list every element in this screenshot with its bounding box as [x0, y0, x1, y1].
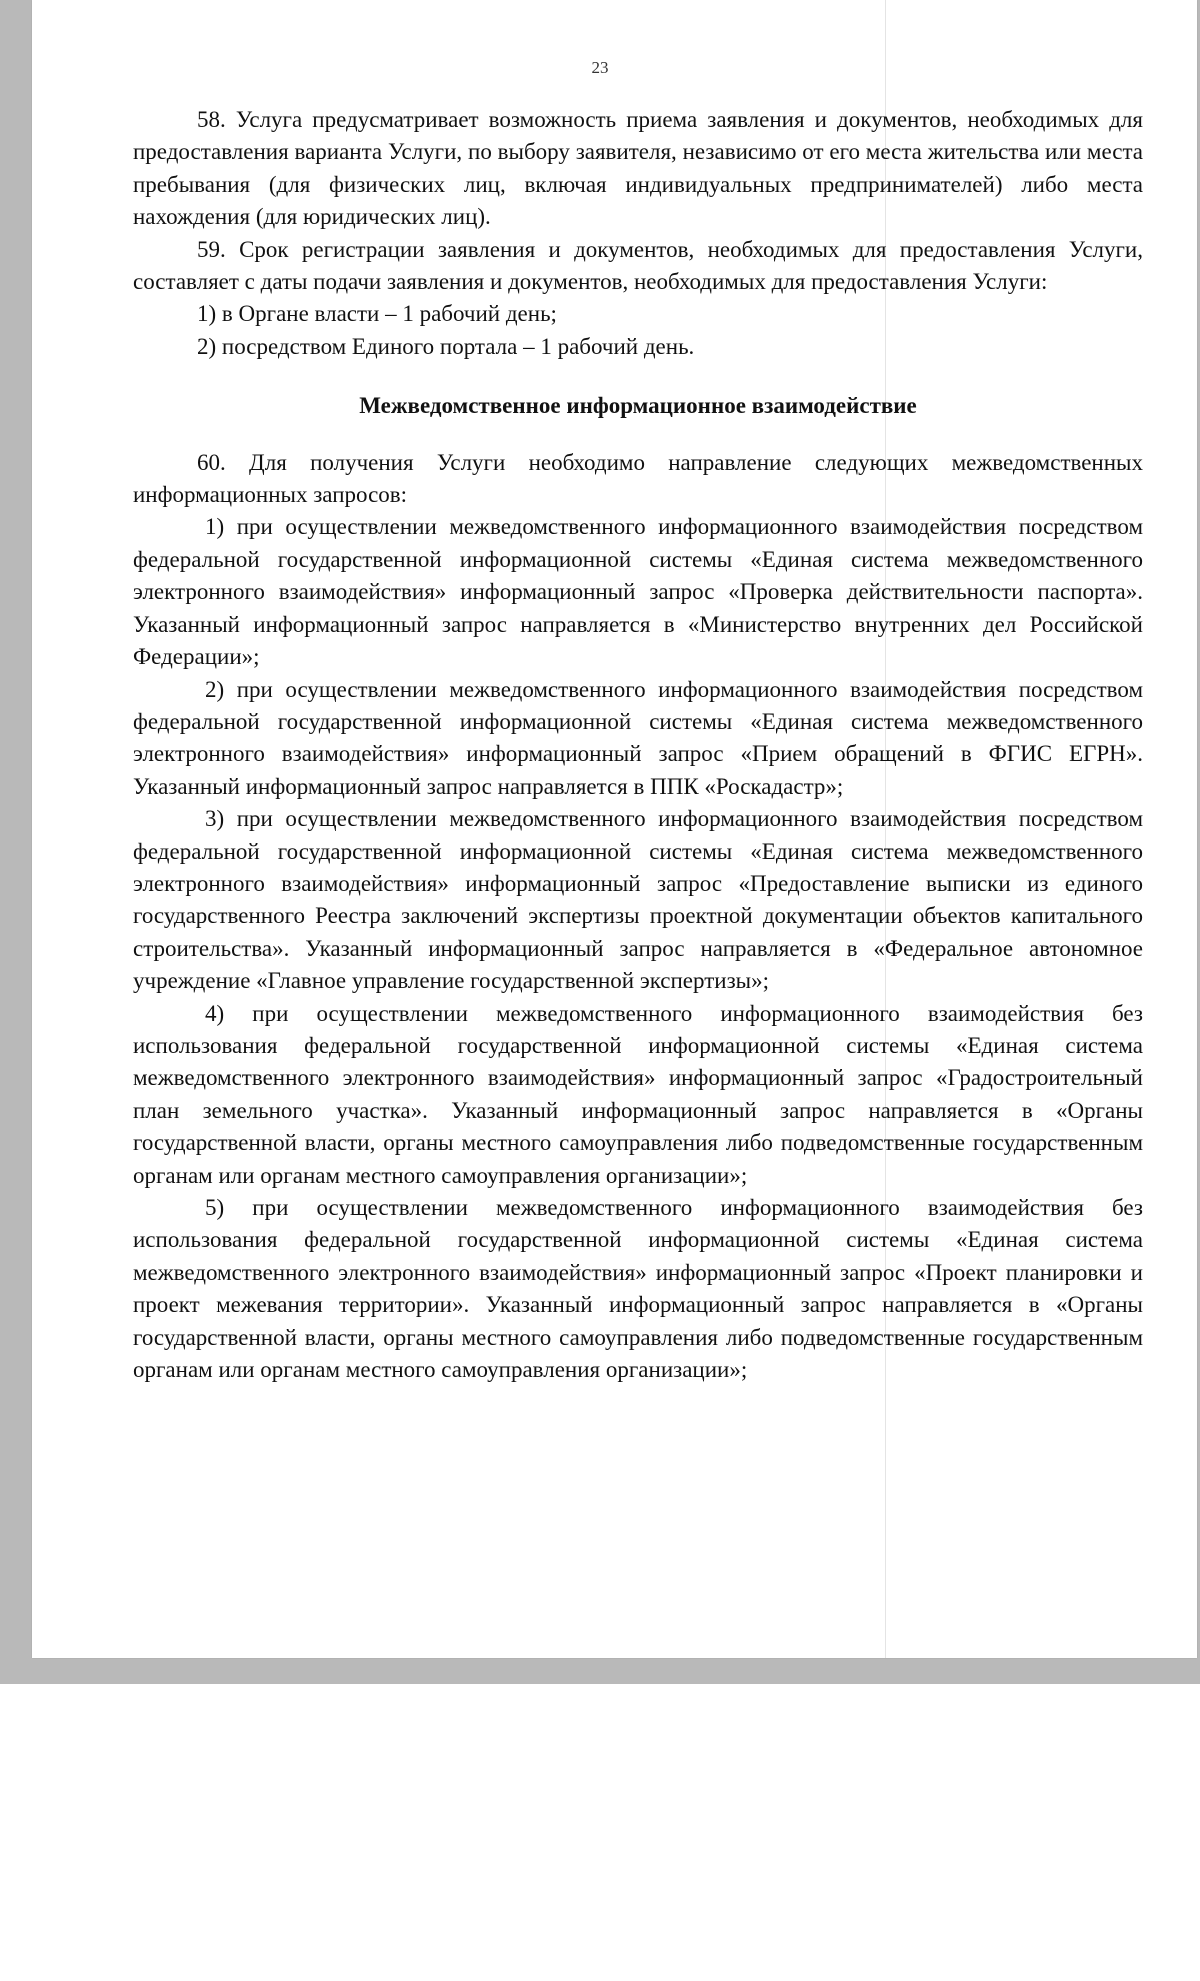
page-number: 23 — [591, 58, 609, 77]
paragraph-59-item-1: 1) в Органе власти – 1 рабочий день; — [197, 301, 557, 327]
section-heading: Межведомственное информационное взаимодействие — [359, 393, 917, 419]
paragraph-59-item-2: 2) посредством Единого портала – 1 рабочий день. — [197, 333, 695, 359]
document-body — [133, 104, 1143, 1386]
request-item-5: 5) при осуществлении межведомственного информационного взаимодействия без использования федеральной государственной информационной системы «Единая система межведомственного электронного взаимодействия» информационный запрос «Проект планировки и проект межевания территории». Указанный информационный запрос направляется в «Органы государственной власти, органы местного самоуправления либо подведомственные государственным органам или органам местного самоуправления организации»; — [133, 1195, 1143, 1383]
request-item-2: 2) при осуществлении межведомственного информационного взаимодействия посредством федеральной государственной информационной системы «Единая система межведомственного электронного взаимодействия» информационный запрос «Прием обращений в ФГИС ЕГРН». Указанный информационный запрос направляется в ППК «Роскадастр»; — [133, 676, 1143, 799]
request-item-4: 4) при осуществлении межведомственного информационного взаимодействия без использования федеральной государственной информационной системы «Единая система межведомственного электронного взаимодействия» информационный запрос «Градостроительный план земельного участка». Указанный информационный запрос направляется в «Органы государственной власти, органы местного самоуправления либо подведомственные государственным органам или органам местного самоуправления организации»; — [133, 1000, 1143, 1188]
request-item-1: 1) при осуществлении межведомственного информационного взаимодействия посредством федеральной государственной информационной системы «Единая система межведомственного электронного взаимодействия» информационный запрос «Проверка действительности паспорта». Указанный информационный запрос направляется в «Министерство внутренних дел Российской Федерации»; — [133, 514, 1143, 670]
paragraph-59: 59. Срок регистрации заявления и документов, необходимых для предоставления Услуги, составляет с даты подачи заявления и документов, необходимых для предоставления Услуги: — [133, 236, 1143, 295]
paragraph-60: 60. Для получения Услуги необходимо направление следующих межведомственных информационных запросов: — [133, 449, 1143, 508]
request-item-3: 3) при осуществлении межведомственного информационного взаимодействия посредством федеральной государственной информационной системы «Единая система межведомственного электронного взаимодействия» информационный запрос «Предоставление выписки из единого государственного Реестра заключений экспертизы проектной документации объектов капитального строительства». Указанный информационный запрос направляется в «Федеральное автономное учреждение «Главное управление государственной экспертизы»; — [133, 806, 1143, 994]
blank-area — [0, 1684, 1200, 1981]
paragraph-58: 58. Услуга предусматривает возможность приема заявления и документов, необходимых для предоставления варианта Услуги, по выбору заявителя, независимо от его места жительства или места пребывания (для физических лиц, включая индивидуальных предпринимателей) либо места нахождения (для юридических лиц). — [133, 107, 1143, 230]
